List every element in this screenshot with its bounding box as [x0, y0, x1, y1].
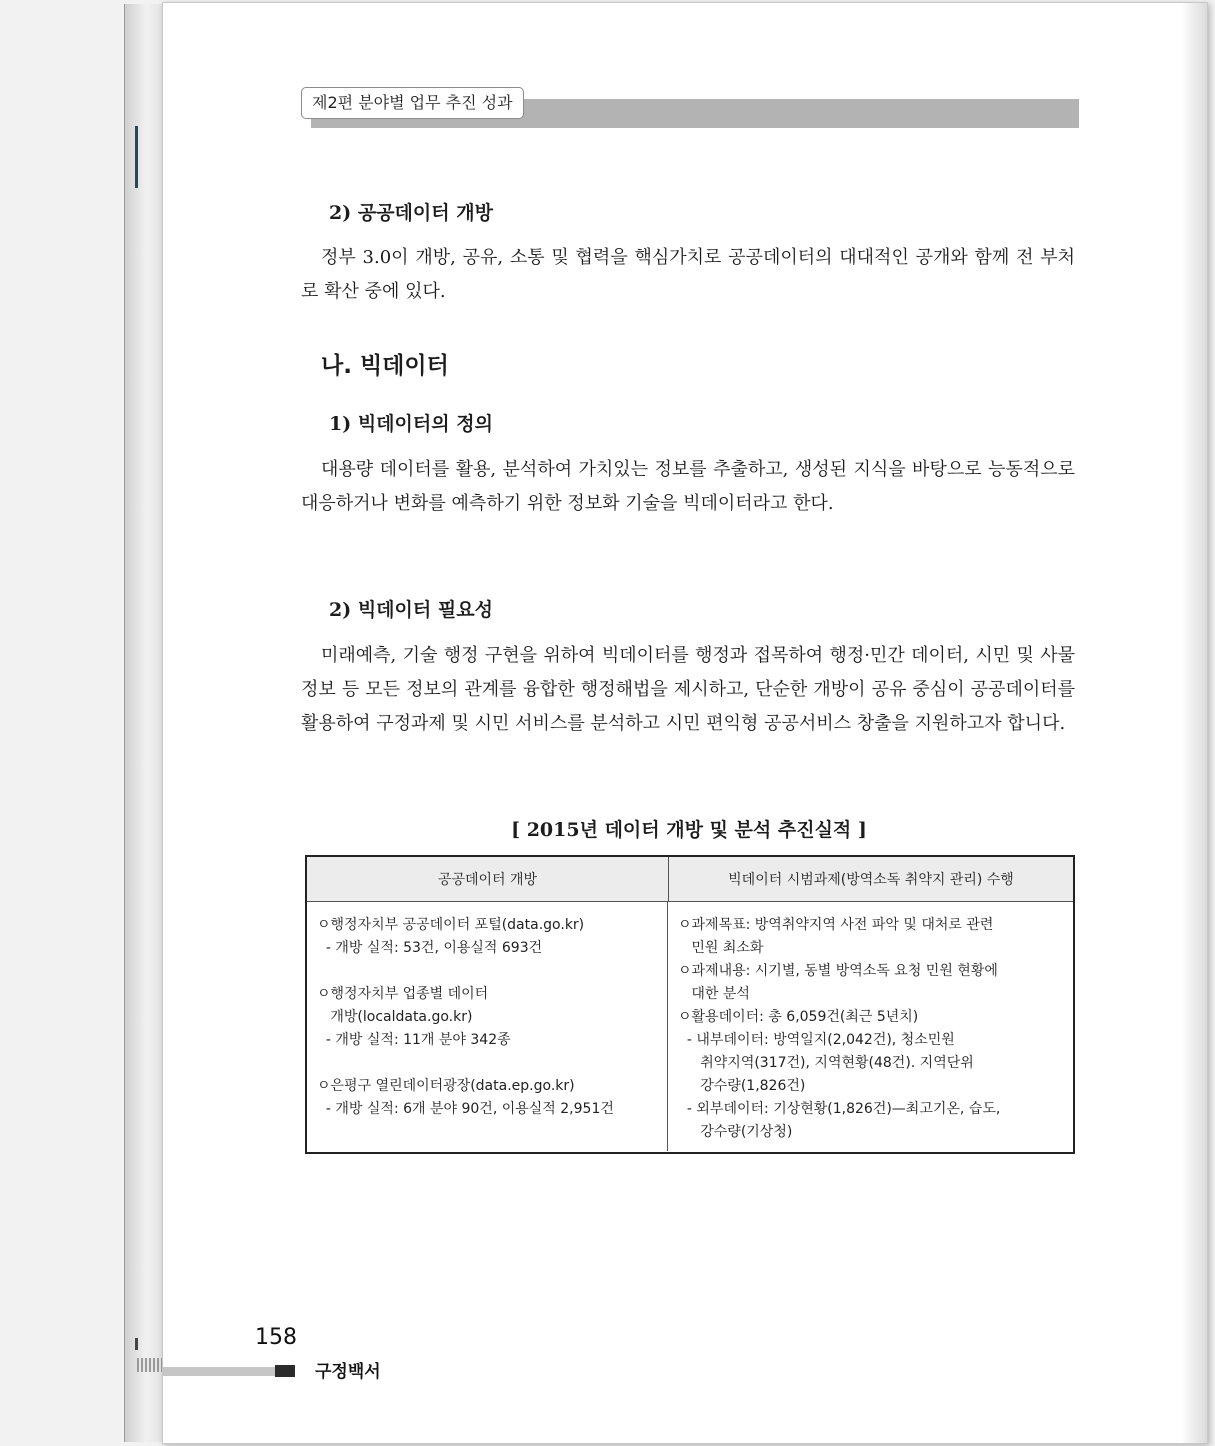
cell-line [317, 960, 667, 983]
spine-stripes [137, 1358, 163, 1372]
spine-mark [135, 126, 138, 188]
spine-mark [135, 1338, 138, 1350]
necessity-paragraph: 미래예측, 기술 행정 구현을 위하여 빅데이터를 행정과 접목하여 행정·민간 데이터, 시민 및 사물 정보 등 모든 정보의 관계를 융합한 행정해법을 제시하고, 단순한 개방이 공유 중심이 공공데이터를 활용하여 구정과제 및 시민 서비스를 분석하고 시민 편익형 공공서비스 창출을 지원하고자 합니다. [301, 645, 1075, 734]
bigdata-heading: 나. 빅데이터 [321, 353, 449, 379]
table-body-row [307, 902, 1073, 1151]
open-data-heading: 2) 공공데이터 개방 [329, 202, 493, 224]
open-data-paragraph: 정부 3.0이 개방, 공유, 소통 및 협력을 핵심가치로 공공데이터의 대대적인 공개와 함께 전 부처로 확산 중에 있다. [301, 247, 1075, 302]
open-data-cell [307, 902, 668, 1151]
necessity-heading: 2) 빅데이터 필요성 [329, 599, 493, 621]
page-edge-shadow [1181, 3, 1207, 1443]
page-number: 158 [255, 1325, 297, 1350]
cell-line: - 개방 실적: 11개 분야 342종 [317, 1032, 511, 1048]
cell-line [317, 1052, 667, 1075]
cell-line: ㅇ과제내용: 시기별, 동별 방역소독 요청 민원 현황에 [678, 963, 998, 979]
results-table [305, 855, 1075, 1154]
cell-line: 대한 분석 [678, 986, 750, 1002]
cell-line: - 개방 실적: 6개 분야 90건, 이용실적 2,951건 [317, 1101, 614, 1117]
cell-line: - 내부데이터: 방역일지(2,042건), 청소민원 [678, 1032, 955, 1048]
table-header-row [307, 857, 1073, 902]
book-title: 구정백서 [315, 1362, 381, 1382]
cell-line: ㅇ행정자치부 업종별 데이터 [317, 986, 489, 1002]
table-header-bigdata: 빅데이터 시범과제(방역소독 취약지 관리) 수행 [728, 872, 1014, 888]
definition-heading: 1) 빅데이터의 정의 [329, 413, 493, 435]
cell-line: - 개방 실적: 53건, 이용실적 693건 [317, 940, 543, 956]
cell-line: ㅇ행정자치부 공공데이터 포털(data.go.kr) [317, 917, 585, 933]
footer-block [275, 1365, 295, 1377]
cell-line: ㅇ활용데이터: 총 6,059건(최근 5년치) [678, 1009, 919, 1025]
definition-paragraph: 대용량 데이터를 활용, 분석하여 가치있는 정보를 추출하고, 생성된 지식을 바탕으로 능동적으로 대응하거나 변화를 예측하기 위한 정보화 기술을 빅데이터라고 한다. [301, 459, 1075, 514]
cell-line: 민원 최소화 [678, 940, 764, 956]
cell-line: ㅇ과제목표: 방역취약지역 사전 파악 및 대처로 관련 [678, 917, 994, 933]
section-label: 제2편 분야별 업무 추진 성과 [301, 87, 524, 119]
cell-line: - 외부데이터: 기상현황(1,826건)—최고기온, 습도, [678, 1101, 1001, 1117]
cell-line: 취약지역(317건), 지역현황(48건). 지역단위 [678, 1055, 974, 1071]
cell-line: 개방(localdata.go.kr) [317, 1009, 473, 1025]
table-title: [ 2015년 데이터 개방 및 분석 추진실적 ] [511, 819, 867, 841]
book-spine [124, 4, 164, 1442]
document-page [162, 2, 1208, 1444]
bigdata-cell [668, 902, 1073, 1151]
cell-line: 강수량(기상청) [678, 1124, 793, 1140]
table-header-open-data: 공공데이터 개방 [307, 857, 669, 901]
cell-line: ㅇ은평구 열린데이터광장(data.ep.go.kr) [317, 1078, 575, 1094]
cell-line: 강수량(1,826건) [678, 1078, 806, 1094]
